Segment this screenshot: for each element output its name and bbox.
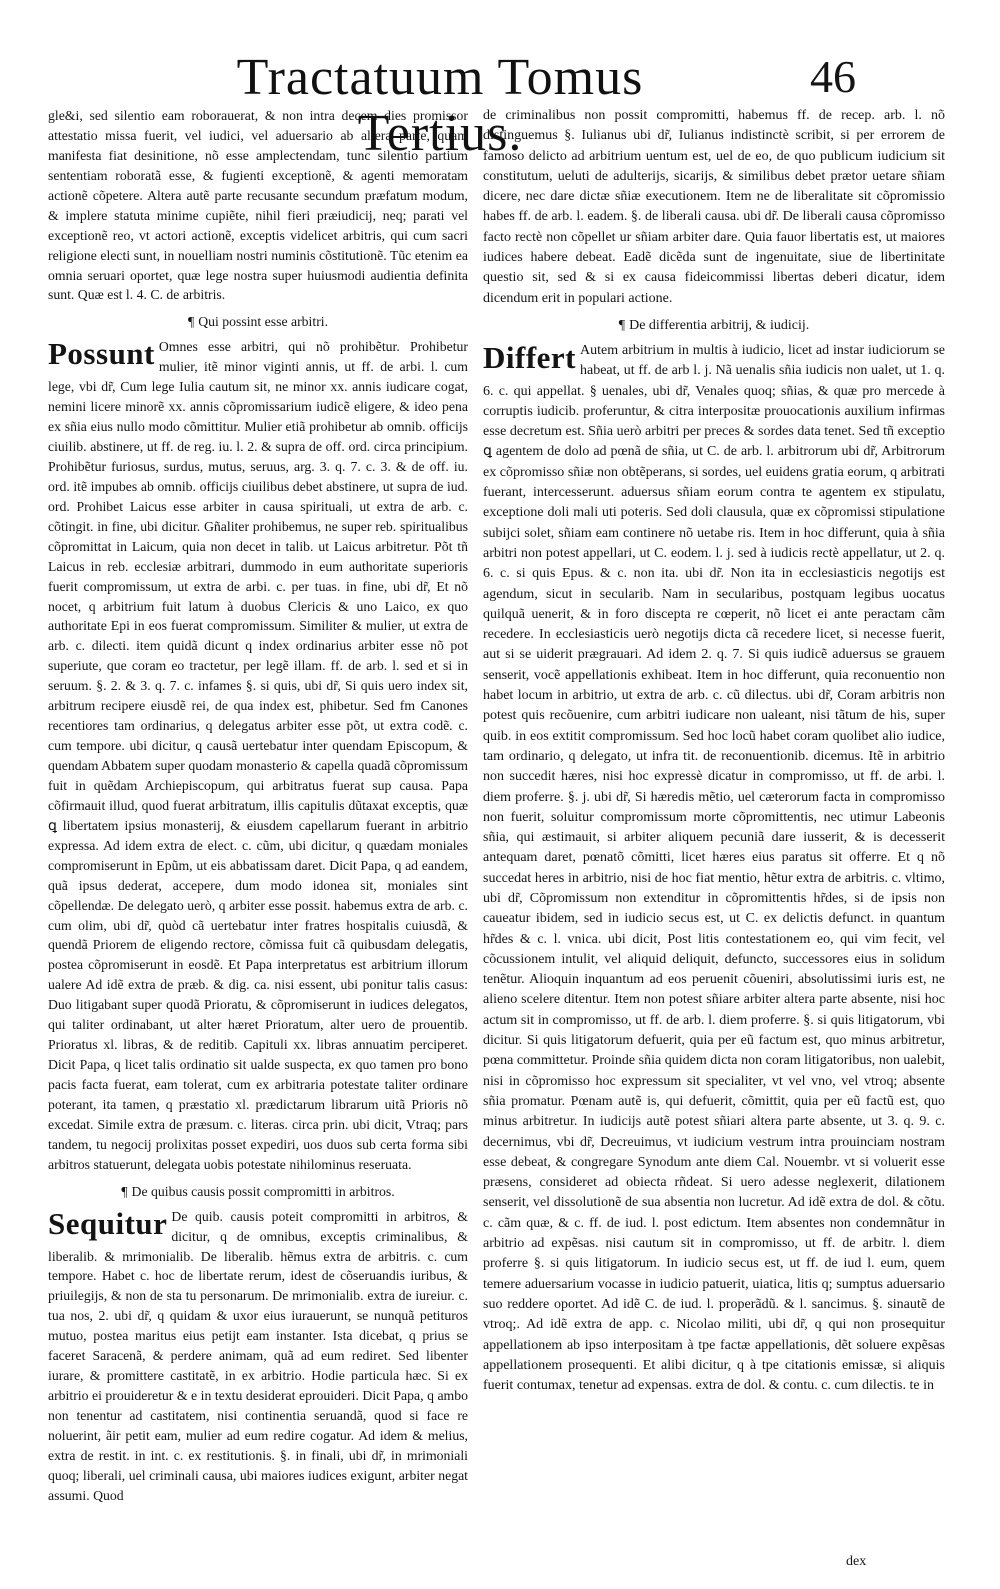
section-heading-text: Qui possint esse arbitri. bbox=[198, 314, 329, 330]
paragraph bbox=[48, 1207, 468, 1506]
catchword: dex bbox=[846, 1554, 867, 1569]
paragraph-mark-icon: ¶ bbox=[187, 314, 195, 330]
section-heading bbox=[48, 1182, 468, 1202]
paragraph: de criminalibus non possit compromitti, habemus ff. de recep. arb. l. nõ distinguemus §. Iulianus ubi dr̃, Iulianus indistinctè scribit, si per errorem de famoso delicto ad arbitrium uentum est, uel de eo, de quo publicum iudicium sit constitutum, ueluti de adulterijs, sicarijs, & similibus debet prætor uetare sñiam dicere, nec dare dictæ sñiæ executionem. Item ne de liberalitate sit cõpromissio habes ff. de arb. l. eadem. §. de liberali causa. ubi dr̃. De liberali causa cõpromisso facto rectè non cõpellet ur sñiam arbiter dare. Quia fauor libertatis est, ut maiores iudices habere debeat. Eadẽ dicẽda sunt de ingenuitate, siue de libertinitate questio sit, sed & si ex causa fideicommissi libertas deberi dicatur, idem dicendum erit in populari actione. bbox=[483, 108, 945, 306]
left-column bbox=[48, 106, 468, 1506]
paragraph bbox=[48, 337, 468, 1174]
section-heading-text: De quibus causis possit compromitti in arbitros. bbox=[131, 1183, 395, 1199]
section-heading bbox=[48, 312, 468, 332]
paragraph-text: Omnes esse arbitri, qui nõ prohibẽtur. Prohibetur mulier, itẽ minor viginti annis, ut ff. de arbi. l. cum lege, vbi dr̃, Cum lege Iulia cautum sit, ne minor xx. annis iudicare cogat, nemini licere minorẽ xx. annis cõpromissarium iudicẽ eligere, & ideo pena ex sñia eius nullo modo cõmittitur. Mulier etiã prohibetur ab omnib. officijs ciuilib. abstinere, ut ff. de reg. iu. l. 2. & supra de off. ord. circa principium. Prohibẽtur furiosus, surdus, mutus, seruus, arg. 3. q. 7. c. 3. & de off. iu. ord. itẽ impubes ab omnib. officijs ciuilibus debet abstinere, ut supra de iud. ord. Prohibet Laicus esse arbiter in causa spirituali, ut extra de arb. c. cõtingit. in fine, ubi dicitur. Gñaliter prohibemus, ne super reb. spiritualibus cõpromittat in Laicum, quia non decet in talib. ut Laicus arbitretur. Põt tñ Laicus in reb. ecclesiæ arbitrari, dummodo in eum authoritate superioris fuerit compromissum, ut extra de arbi. c. per tuas. in fine, ubi dr̃, Et nõ nocet, q arbitrium fuit latum à duobus Clericis & uno Laico, ex quo authoritate Epi in eos fuerat compromissum. Similiter & mulier, ut extra de arb. c. dilecti. item quidã dicunt q index ordinarius arbiter esse nõ pot superiute, que coram eo tractetur, per legẽ illam. ff. de arb. l. sed et si in seruum. §. 2. & 3. q. 7. c. infames §. si quis, ubi dr̃, Si quis uero index sit, arbitrum recipere eiusdẽ rei, de qua index est, phibetur. Sed fm Canones recentiores tam ordinarius, q delegatus arbiter esse põt, ut extra codẽ. c. cum tempore. ubi dicitur, q causã uertebatur inter quendam Episcopum, & quendam Abbatem super quodam monasterio & capella quadã cõpromissum fuit in quẽdam Archiepiscopum, qui arbitratus fuerat sup causa. Papa cõfirmauit illud, quod fuerat arbitratum, illis capitulis dũtaxat exceptis, quæ ꝗ libertatem ipsius monasterij, & eiusdem capellarum fuerant in arbitrio expressa. Ad idem extra de elect. c. cũm, ubi dicitur, q quædam moniales compromiserunt in Epũm, ut eis abbatissam daret. Dicit Papa, q ad eandem, quã ipsus dederat, accepere, dum modo idonea sit, moniales sint cõpellendæ. De delegato uerò, q arbiter esse possit. habemus extra de arb. c. cum olim, ubi dr̃, quòd cã uertebatur inter fratres hospitalis cuiusdã, & quendã Priorem de eligendo rectore, cõmissa fuit cã quibusdam delegatis, postea cõpromiserunt in eosdẽ. Et Papa interpretatus est arbitrium illorum ualere Ad idẽ extra de præb. & dig. ca. nisi essent, ubi ponitur talis casus: Duo litigabant super quodã Prioratu, & cõpromiserunt in iudices delegatos, qui taliter ordinabant, ut alter hæret Prioratum, alter uero de prouentib. Prioratus xl. libras, & de reditib. Capituli xx. libras annuatim perciperet. Dicit Papa, q licet talis ordinatio sit ualde suspecta, ex quo tamen pro bono pacis facta fuerat, eam tolerat, cum ex arbitraria potestate taliter ordinare poterant, ita tamen, q præstatio xl. prædictarum librarum uitã Prioris nõ excedat. Simile extra de præsum. c. literas. circa prin. ubi dicit, Vtraq; pars tandem, tu negocij prolixitas posset expediri, uos duos sub certa forma sibi arbitros statuerunt, delegata uobis potestate nihilominus reseruata. bbox=[48, 339, 468, 1172]
section-heading-text: De differentia arbitrij, & iudicij. bbox=[629, 317, 810, 333]
display-initial-word: Differt bbox=[483, 339, 576, 375]
paragraph bbox=[483, 341, 945, 1396]
running-title: Tractatuum Tomus Tertius. bbox=[236, 49, 644, 162]
section-heading bbox=[483, 316, 945, 336]
display-initial-word: Possunt bbox=[48, 336, 155, 372]
folio-number: 46 bbox=[810, 51, 856, 102]
paragraph-mark-icon: ¶ bbox=[618, 317, 626, 333]
right-column bbox=[483, 106, 945, 1396]
paragraph: gle&i, sed silentio eam roborauerat, & non intra decem dies promissor attestatio missa fuerit, vel iudici, vel aduersario ab altera parte, quam manifesta fiat desinitione, nõ esse amplectendam, tunc silentio partium sententiam roboratã esse, & fugienti exceptionẽ, & agenti memoratam actionẽ cõpetere. Altera autẽ parte recusante secundum præfatum modum, & implere statuta minime cupiẽte, nihil fieri præiudicij, neq; parati vel exceptionẽ reo, vt actori actionẽ, exceptis videlicet arbitris, qui cum sacri religione electi sunt, in nouelliam nostri numinis cõstitutionẽ. Tũc etenim ea omnia seruari oportet, quæ lege nostra super huiusmodi audientia definita sunt. Quæ est l. 4. C. de arbitris. bbox=[48, 108, 468, 303]
paragraph-text: De quib. causis poteit compromitti in arbitros, & dicitur, q de omnibus, exceptis criminalibus, & liberalib. & mrimonialib. De liberalib. hẽmus extra de arbitris. c. cum tempore. Habet c. hoc de libertate rerum, idest de cõseruandis iuribus, & priuilegijs, & non de sta tu personarum. De mrimonialib. extra de iureiur. c. tua nos, 2. ubi dr̃, q quidam & uxor eius iurauerunt, se nunquã petituros mutuo, postea maritus eius petijt eam instanter. Ista dicebat, q prius se faceret Saracenã, & perdere animam, quã ad eum rediret. Sed libenter iurare, & promittere castitatẽ, in ex arbitrio. Hodie particula hæc. Si ex arbitrio ei prouideretur & e in textu desiderat eprouideri. Dicit Papa, q ambo non tenentur ad castitatem, nisi continentia seruandã, quod si face re noluerint, ãir petit eam, mulier ad eum redire cogatur. Ad idem & melius, extra de restit. in int. c. ex restitutionis. §. in finali, ubi dr̃, in mrimoniali quoq; liberali, uel criminali causa, ubi maiores iudices exigunt, arbiter negat assumi. Quod bbox=[48, 1208, 468, 1503]
paragraph-text: Autem arbitrium in multis à iudicio, licet ad instar iudiciorum se habeat, ut ff. de arb l. j. Nã uenalis sñia iudicis non ualet, ut 1. q. 6. c. qui appellat. § uenales, ubi dr̃, Venales quoq; sñias, & quæ pro mercede à corruptis iudicib. proferuntur, & citra interpositæ prouocationis auxilium infirmas esse decretum est. Sñia uerò arbitri per preces & sordes data tenet. Sed tñ exceptio ꝗ agentem de dolo ad pœnã de sñia, ut C. de arb. l. arbitrorum ubi dr̃, Arbitrorum ex cõpromisso sñiæ non obtẽperans, si sordes, uel euidens gratia eorum, q arbitrati fuerant, intercesserunt. aduersus sñiam eorum contra te agentem ex stipulatu, exceptione doli mali uti poteris. Sed doli clausula, quæ ex cõpromissi stipulatione subijci solet, sñiam eam continere nõ uetabe ris. Item in hoc differunt, quia à sñia arbitri non potest appellari, ut C. eodem. l. j. sed à iudicis rectè appellatur, ut 2. q. 6. c. si quis Epus. & c. non ita. ubi dr̃. Non ita in ecclesiasticis negotijs est agendum, sicut in secularib. Nam in secularibus, postquam legibus uocatus quilquã uenerit, & in foro discepta re cœperit, nõ licet ei ante peractam cãm recedere. In ecclesiasticis uerò negotijs dicta cã recedere licet, si necesse fuerit, aut si se uiderit prægrauari. Ad idem 2. q. 7. Si quis iudicẽ aduersus se grauem senserit, vocẽ appellationis exhibeat. Item in hoc differunt, quia reconuentio non habet locum in arbitrio, ut extra de arb. c. cũ dilectus. ubi dr̃, Coram arbitris non potest quis recõuenire, cum arbitri iudicare non ualeant, nisi tãtum de his, super quib. in eos extitit compromissum. Sed hoc locũ habet coram quolibet alio iudice, tam ordinario, q delegato, ut infra tit. de reconuentionib. dicemus. Itẽ in arbitrio non succedit hæres, nisi hoc expressè dicatur in compromisso, ut ff. de arbi. l. diem proferre. §. j. ubi dr̃, Si hæredis mẽtio, uel cæterorum facta in compromisso non fuerit, soluitur compromissum morte cõpromittentis, nec utimur Labeonis sñia, qui æstimauit, si arbiter aliquem pecuniã dare iusserit, & is decesserit antequam daret, pœnatõ cõmitti, licet hæres eius paratus sit offerre. Et q nõ succedat heres in arbitrio, nisi de hoc fiat mentio, hẽtur extra de arbitris. c. vltimo, ubi dr̃, Cõpromissum non extenditur in cõpromittentis hr̃des, si de ipsis non caueatur ibidem, sed in iudicio secus est, ut C. ex delictis defunct. in quantum hr̃des & c. l. vnica. ubi dicit, Post litis contestationem eo, qui vim fecit, vel cõcussionem intulit, vel aliquid deliquit, defuncto, successores eius in solidum tenẽtur. Alioquin inquantum ad eos peruenit cõueniri, absolutissimi iuris est, ne alieno scelere ditentur. Item non potest sñiare arbiter altera parte absente, nisi hoc actum sit in compromisso, ut ff. de arb. l. diem proferre. §. si quis litigatorum, vbi dicitur. Si quis litigatorum defuerit, quia per eũ factum est, quo minus arbitretur, pœna committetur. Proinde sñia quidem dicta non coram litigatoribus, non ualebit, nisi in cõpromisso hoc expressum sit specialiter, vt vel vno, vel vtroq; absente sñia promatur. Pœnam autẽ is, qui defuerit, cõmittit, quia per eũ factũ est, quo minus arbitretur. In iudicijs autẽ potest sñiari altera parte absente, ut 3. q. 9. c. decernimus, vbi dr̃, Decreuimus, vt iudicium vestrum intra prouinciam nostram esse debeat, & congregare Synodum ante diem Cal. Nouembr. vt si voluerit esse præsens, consideret ad obiecta rñdeat. Si uero adesse neglexerit, dilationem senserit, vel dissolutionẽ de sua absentia non lucretur. Ad idẽ extra de dol. & cõtu. c. cãm quæ, & c. ff. de iud. l. post edictum. Item absentes non condemnãtur in arbitrio ad expẽsas. nisi cautum sit in compromisso, ut ff. de arbitr. l. diem proferre §. si quis litigatorum. In iudicio secus est, ut ff. de iud l. eum, quem temere aduersarium vocasse in iudicio patuerit, uiatica, litis q; sumptus aduersario suo reddere oportet. Ad idẽ C. de iud. l. properãdũ. & l. sancimus. §. sinautẽ de vtroq;. Ad idẽ extra de app. c. Nicolao militi, ubi dr̃, q qui non prosequitur appellationem ab ipso interpositam à tpe factæ appellationis, dẽt soluere expẽsas appellationem prosequenti. Et alibi dicitur, q à tpe citationis emissæ, si aliquis fuerit contumax, tenetur ad expensas. extra de dol. & contu. c. cum dilectis. te in bbox=[483, 342, 945, 1394]
display-initial-word: Sequitur bbox=[48, 1205, 168, 1241]
paragraph-mark-icon: ¶ bbox=[121, 1183, 128, 1199]
